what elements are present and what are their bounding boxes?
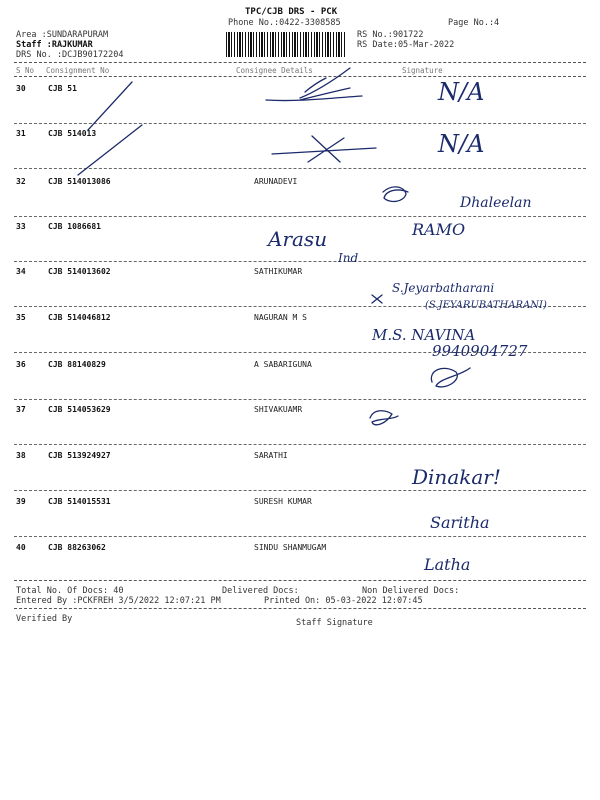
- row-consignee: SURESH KUMAR: [254, 497, 312, 506]
- staff-label: Staff :RAJKUMAR: [16, 40, 93, 50]
- scribble-mark: [431, 368, 470, 387]
- handwritten-r31: N/A: [438, 130, 485, 158]
- row-consignee: ARUNADEVI: [254, 177, 298, 186]
- handwritten-r34b: (S.JEYARUBATHARANI): [425, 300, 547, 311]
- handwritten-r32: Dhaleelan: [460, 195, 532, 211]
- entered-by: Entered By :PCKFREH 3/5/2022 12:07:21 PM: [16, 596, 221, 606]
- row-consignee: SINDU SHANMUGAM: [254, 543, 327, 552]
- row-sno: 36: [16, 360, 26, 369]
- handwritten-r35a: M.S. NAVINA: [372, 326, 476, 344]
- scribble-mark: [272, 136, 376, 162]
- strike-mark: [78, 125, 142, 175]
- rs-date: RS Date:05-Mar-2022: [357, 40, 455, 50]
- row-consignee: A SABARIGUNA: [254, 360, 312, 369]
- divider: [14, 608, 586, 609]
- row-sno: 37: [16, 405, 26, 414]
- page-number: Page No.:4: [448, 18, 500, 28]
- verified-by: Verified By: [16, 614, 73, 624]
- handwritten-r33a: RAMO: [412, 220, 466, 239]
- row-consignment: CJB 514046812: [48, 313, 111, 322]
- row-consignee: SARATHI: [254, 451, 288, 460]
- total-docs: Total No. Of Docs: 40: [16, 586, 124, 596]
- rs-number: RS No.:901722: [357, 30, 424, 40]
- row-consignment: CJB 51: [48, 84, 77, 93]
- handwritten-r35b: 9940904727: [432, 342, 528, 360]
- row-sno: 33: [16, 222, 26, 231]
- drs-number: DRS No. :DCJB90172204: [16, 50, 124, 60]
- row-consignment: CJB 88140829: [48, 360, 106, 369]
- row-sno: 40: [16, 543, 26, 552]
- row-sno: 35: [16, 313, 26, 322]
- row-sno: 32: [16, 177, 26, 186]
- handwritten-r40: Latha: [424, 555, 471, 574]
- handwritten-r38: Dinakar!: [412, 465, 501, 489]
- row-consignment: CJB 88263062: [48, 543, 106, 552]
- handwritten-r33c: Ind: [338, 251, 359, 265]
- document-title: TPC/CJB DRS - PCK: [245, 7, 338, 17]
- row-sno: 31: [16, 129, 26, 138]
- non-delivered-docs: Non Delivered Docs:: [362, 586, 460, 596]
- column-header-consignee: Consignee Details: [236, 66, 313, 75]
- row-consignment: CJB 513924927: [48, 451, 111, 460]
- column-header-signature: Signature: [402, 66, 443, 75]
- row-consignment: CJB 514013086: [48, 177, 111, 186]
- row-consignment: CJB 514015531: [48, 497, 111, 506]
- scribble-mark: [383, 187, 408, 202]
- row-consignee: SHIVAKUAMR: [254, 405, 303, 414]
- row-consignment: CJB 514013602: [48, 267, 111, 276]
- row-consignment: CJB 514053629: [48, 405, 111, 414]
- handwritten-r33b: Arasu: [268, 227, 328, 251]
- row-consignee: NAGURAN M S: [254, 313, 307, 322]
- row-sno: 34: [16, 267, 26, 276]
- divider: [14, 580, 586, 581]
- row-sno: 39: [16, 497, 26, 506]
- scribble-mark: [266, 68, 362, 101]
- row-consignee: SATHIKUMAR: [254, 267, 303, 276]
- handwritten-r30: N/A: [438, 78, 485, 106]
- column-header-consignment: Consignment No: [46, 66, 110, 75]
- staff-signature: Staff Signature: [296, 618, 373, 628]
- handwritten-r34a: S.Jeyarbatharani: [392, 281, 495, 295]
- row-sno: 38: [16, 451, 26, 460]
- scribble-mark: [370, 411, 398, 425]
- column-header-sno: S No: [16, 66, 35, 75]
- delivered-docs: Delivered Docs:: [222, 586, 299, 596]
- row-consignment: CJB 1086681: [48, 222, 101, 231]
- printed-on: Printed On: 05-03-2022 12:07:45: [264, 596, 423, 606]
- handwritten-r39: Saritha: [430, 513, 490, 532]
- scribble-mark: [372, 295, 382, 303]
- phone-number: Phone No.:0422-3308585: [228, 18, 341, 28]
- strike-mark: [88, 82, 132, 130]
- row-sno: 30: [16, 84, 26, 93]
- row-consignment: CJB 514013: [48, 129, 97, 138]
- area-label: Area :SUNDARAPURAM: [16, 30, 109, 40]
